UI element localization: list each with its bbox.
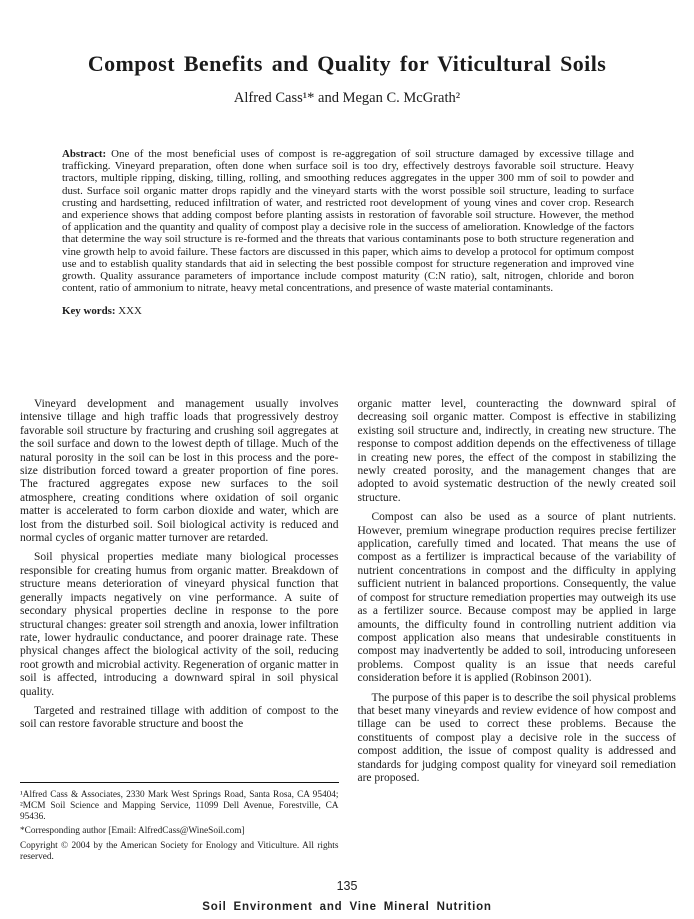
body-columns — [20, 398, 676, 866]
body-paragraph: Compost can also be used as a source of plant nutrients. However, premium winegrape production requires precise fertilizer application, carefully timed and located. That means the use of compost as a fertilizer is impractical because of the variability of nutrient concentrations in compost and the difficulty in applying sufficient nutrient in balanced proportions. Consequently, the value of compost for structure remediation properties may outweigh its use as a fertilizer source. Because compost may be applied in large amounts, the difficulty found in controlling nutrient addition via compost application also means that undesirable constituents in compost may inadvertently be added to soil, introducing unforeseen problems. Compost quality is an issue that needs careful consideration before it is applied (Robinson 2001). — [357, 511, 676, 685]
body-paragraph: Soil physical properties mediate many biological processes responsible for creating humus from organic matter. Breakdown of structure means deterioration of vineyard physical function that generally impacts negatively on vine performance. A suite of secondary physical properties decline in response to the pore structural changes: greater soil strength and anoxia, lower infiltration rate, lower hydraulic conductance, and poorer drainage rate. These physical changes affect the biological activity of the soil, reducing root growth and microbial activity. Regeneration of organic matter in soil is affected, introducing a downward spiral in soil physical quality. — [20, 551, 339, 698]
abstract-label: Abstract: — [62, 148, 107, 160]
abstract-paragraph — [62, 148, 634, 294]
left-column — [20, 398, 339, 866]
body-paragraph: organic matter level, counteracting the downward spiral of decreasing soil organic matter. Compost is effective in stabilizing existing soil structure and, indirectly, in creating new structure. The response to compost addition depends on the effectiveness of tillage in creating new pores, the effect of the compost in stabilizing the newly created porosity, and the management changes that are adopted to avoid systematic destruction of the newly created soil structure. — [357, 398, 676, 504]
running-footer-title: Soil Environment and Vine Mineral Nutrition — [202, 901, 492, 913]
abstract-section — [62, 148, 634, 329]
footnotes-section — [20, 782, 339, 866]
footnote-corresponding-author: *Corresponding author [Email: AlfredCass@WineSoil.com] — [20, 826, 245, 837]
body-paragraph: The purpose of this paper is to describe the soil physical problems that beset many vineyards and review evidence of how compost and tillage can be used to correct these problems. Because the constituents of compost play a decisive role in the success of compost addition, the issue of compost quality is addressed and standards for judging compost quality for vineyard soil remediation are proposed. — [357, 691, 676, 784]
footnote-affiliations: ¹Alfred Cass & Associates, 2330 Mark West Springs Road, Santa Rosa, CA 95404; ²MCM Soil Science and Mapping Service, 11099 Dell Avenue, Forestville, CA 95436. — [20, 789, 339, 823]
footnote-copyright: Copyright © 2004 by the American Society for Enology and Viticulture. All rights reserved. — [20, 840, 339, 862]
footnote-divider — [20, 782, 339, 783]
keywords-text: XXX — [115, 305, 142, 318]
page-title: Compost Benefits and Quality for Viticultural Soils — [87, 50, 607, 76]
keywords-label: Key words: — [62, 305, 116, 318]
body-paragraph: Vineyard development and management usually involves intensive tillage and high traffic loads that progressively destroy favorable soil structure by fracturing and crushing soil aggregates at the soil surface and down to the lowest depth of tillage. Much of the natural porosity in the soil can be lost in this process and the pore-size distribution forced toward a greater proportion of fine pores. The fractured aggregates expose new surfaces to the soil atmosphere, creating conditions where oxidation of soil organic matter is accelerated to form carbon dioxide and water, which are lost from the disturbed soil. Soil biological activity is reduced and normal cycles of organic matter turnover are retarded. — [20, 398, 339, 545]
author-line: Alfred Cass¹* and Megan C. McGrath² — [233, 90, 461, 106]
abstract-text: One of the most beneficial uses of compost is re-aggregation of soil structure damaged by excessive tillage and trafficking. Vineyard preparation, often done when surface soil is too dry, effectively destroys favorable soil structure. Heavy tractors, multiple ripping, disking, tilling, rolling, and smoothing reduces aggregates in the upper 300 mm of soil to powder and dust. Surface soil organic matter drops rapidly and the vineyard starts with the worst possible soil structure, leading to surface crusting and hardsetting, reduced infiltration of water, and restricted root development of young vines and cover crop. Research and experience shows that adding compost before planting assists in restoration of favorable soil structure. However, the method of application and the quantity and quality of compost play a decisive role in the success of amelioration. Knowledge of the factors that determine the way soil structure is re-formed and the threats that various contaminants pose to both structure regeneration and vine growth help to avoid failure. These factors are discussed in this paper, which aims to develop a protocol for optimum compost use and to establish quality standards that aid in selecting the best possible compost for structure regeneration and improved vine growth. Quality assurance parameters of importance include compost maturity (C:N ratio), salt, nitrogen, chloride and boron content, ratio of ammonium to nitrate, heavy metal concentrations, and presence of waste material contaminants. — [62, 148, 634, 295]
right-column — [358, 398, 677, 866]
keywords-line — [62, 305, 634, 317]
body-paragraph: Targeted and restrained tillage with addition of compost to the soil can restore favorable structure and boost the — [20, 704, 339, 731]
page-number: 135 — [336, 879, 358, 893]
